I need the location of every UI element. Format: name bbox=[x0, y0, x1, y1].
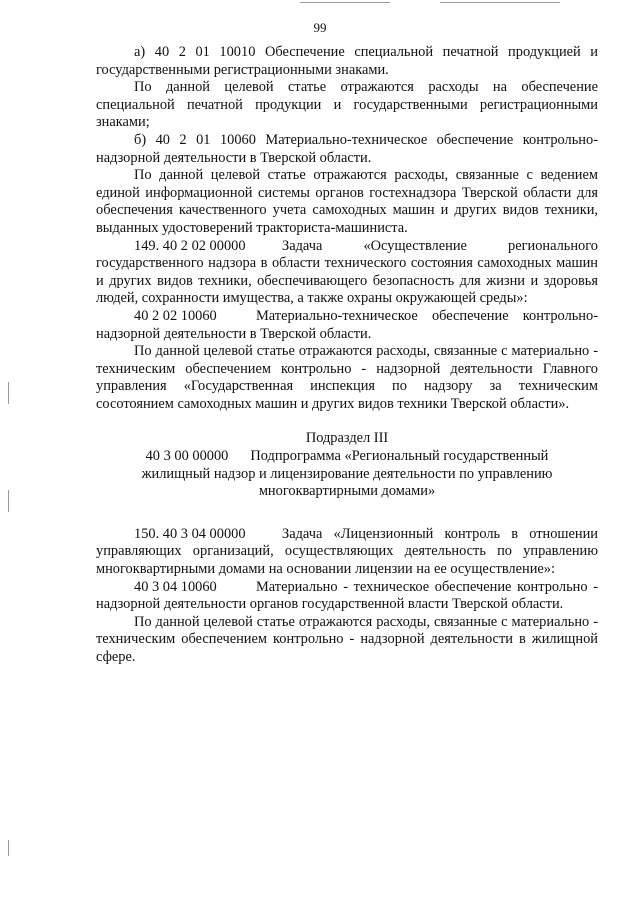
article-40-2-02-10060-code: 40 2 02 10060 bbox=[134, 307, 217, 324]
task-149-code: 149. 40 2 02 00000 bbox=[134, 237, 246, 254]
article-40-3-04-10060-code: 40 3 04 10060 bbox=[134, 578, 217, 595]
paragraph-item-b: б) 40 2 01 10060 Материально-техническое обеспечение контрольно-надзорной деятельности в Тверской области. bbox=[96, 131, 598, 166]
paragraph-article-40-2-02-10060 bbox=[96, 308, 598, 343]
subprogram-text: Подпрограмма «Региональный государственный жилищный надзор и лицензирование деятельности по управлению многоквартирными домами» bbox=[141, 448, 553, 500]
task-150-text: Задача «Лицензионный контроль в отношении управляющих организаций, осуществляющих деятельность по управлению многоквартирными домами на основании лицензии на ее осуществление»: bbox=[96, 525, 598, 578]
subprogram-heading bbox=[96, 448, 598, 501]
subprogram-code: 40 3 00 00000 bbox=[145, 448, 229, 465]
document-body bbox=[96, 44, 598, 667]
paragraph-item-b-description: По данной целевой статье отражаются расходы, связанные с ведением единой информационной системы органов гостехнадзора Тверской области для обеспечения качественного учета самоходных машин и других видов техники, выданных удостоверений тракториста-машиниста. bbox=[96, 167, 598, 236]
subsection-title: Подраздел III bbox=[305, 430, 389, 447]
scan-artifact-left bbox=[8, 840, 9, 856]
scan-artifact-top bbox=[300, 2, 390, 3]
article-40-3-04-10060-text: Материально - техническое обеспечение контрольно - надзорной деятельности органов государственной власти Тверской области. bbox=[96, 578, 598, 613]
paragraph-article-40-2-02-10060-description: По данной целевой статье отражаются расходы, связанные с материально - техническим обеспечением контрольно - надзорной деятельности Главного управления «Государственная инспекция по надзору за техническим сосотоянием самоходных машин и других видов техники Тверской области». bbox=[96, 343, 598, 412]
scan-artifact-top bbox=[440, 2, 560, 3]
paragraph-item-a: а) 40 2 01 10010 Обеспечение специальной печатной продукцией и государственными регистрационными знаками. bbox=[96, 44, 598, 78]
paragraph-item-a-description: По данной целевой статье отражаются расходы на обеспечение специальной печатной продукции и государственными регистрационными знаками; bbox=[96, 79, 598, 131]
page-number: 99 bbox=[313, 20, 327, 35]
task-149-text: Задача «Осуществление регионального государственного надзора в области технического состояния самоходных машин и других видов техники, обеспечивающего безопасность для жизни и здоровья людей, сохранности имущества, а также охраны окружающей среды»: bbox=[96, 237, 598, 307]
paragraph-task-150 bbox=[96, 526, 598, 579]
scan-artifact-left bbox=[8, 382, 9, 404]
paragraph-article-40-3-04-10060 bbox=[96, 579, 598, 614]
task-150-code: 150. 40 3 04 00000 bbox=[134, 525, 246, 542]
paragraph-task-149 bbox=[96, 238, 598, 308]
paragraph-article-40-3-04-10060-description: По данной целевой статье отражаются расходы, связанные с материально - техническим обеспечением контрольно - надзорной деятельности в жилищной сфере. bbox=[96, 613, 598, 665]
article-40-2-02-10060-text: Материально-техническое обеспечение контрольно-надзорной деятельности в Тверской области. bbox=[96, 307, 598, 342]
scan-artifact-left bbox=[8, 490, 9, 512]
